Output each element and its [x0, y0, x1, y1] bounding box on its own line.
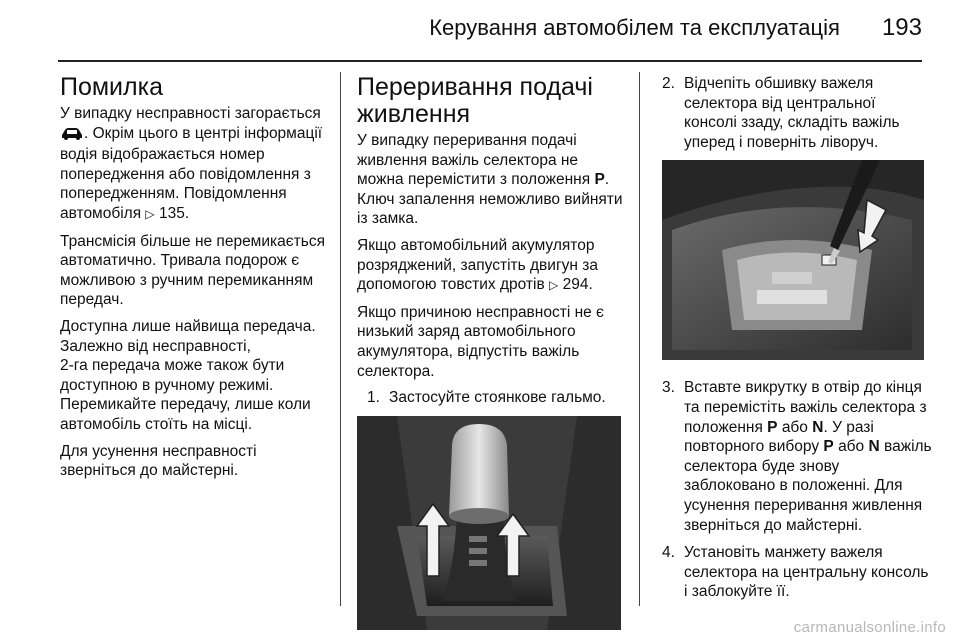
- paragraph: Доступна лише найвища передача. Залежно від несправності, 2-га передача може також бути доступною в ручному режимі. Перемикайте передачу, лише коли автомобіль стоїть на місці.: [60, 317, 316, 433]
- steps-list: [367, 388, 625, 408]
- step-text: Застосуйте стоянкове гальмо.: [389, 389, 606, 407]
- text: Вставте викрутку в отвір до кінця та перемістіть важіль селектора з положення: [684, 379, 927, 436]
- paragraph: Трансмісія більше не перемикається автоматично. Тривала подорож є можливою з ручним перемиканням передач.: [60, 232, 325, 309]
- gear-position-label: N: [812, 418, 824, 436]
- text: Якщо автомобільний акумулятор розряджений, запустіть двигун за допомогою товстих дротів: [357, 236, 598, 294]
- triangle-right-icon: ▷: [549, 278, 559, 293]
- text: або: [781, 418, 808, 436]
- step-item: [662, 378, 932, 535]
- gear-position-label: N: [868, 438, 880, 456]
- steps-list: [662, 378, 932, 602]
- step-number: 4.: [662, 544, 675, 562]
- gear-position-label: P: [594, 171, 605, 189]
- text: У випадку несправності загорається: [60, 105, 321, 122]
- car-transmission-icon: [60, 126, 84, 146]
- page-header: [58, 14, 922, 62]
- text: . У разі повторного вибору: [684, 418, 874, 456]
- column-divider: [340, 72, 341, 606]
- text: . Ключ запалення неможливо вийняти із замка.: [357, 171, 623, 228]
- step-number: 3.: [662, 379, 675, 397]
- gear-position-label: P: [767, 418, 778, 436]
- page-reference: 135.: [158, 204, 190, 222]
- triangle-right-icon: ▷: [145, 206, 155, 221]
- column-steps: [662, 74, 932, 610]
- figure-selector-lever: [357, 416, 621, 630]
- page-reference: 294.: [562, 276, 593, 294]
- watermark: carmanualsonline.info: [793, 619, 946, 636]
- paragraph: [357, 236, 625, 296]
- step-text: Установіть манжету важеля селектора на центральну консоль і заблокуйте її.: [684, 544, 929, 601]
- page-header-title: Керування автомобілем та експлуатація: [429, 15, 840, 40]
- paragraph: [60, 104, 326, 225]
- section-heading-power-interruption: Переривання подачі живлення: [357, 73, 593, 128]
- step-item: [367, 388, 625, 408]
- section-heading-fault: Помилка: [60, 73, 164, 101]
- figure-screwdriver-console: [662, 160, 924, 360]
- step-number: 2.: [662, 75, 675, 92]
- gear-position-label: P: [823, 438, 834, 456]
- paragraph: Для усунення несправності зверніться до майстерні.: [60, 442, 257, 480]
- paragraph: [357, 131, 625, 229]
- text: важіль селектора буде знову заблоковано в положенні. Для усунення переривання живлення зверніться до майстерні.: [684, 438, 932, 534]
- paragraph: Якщо причиною несправності не є низький заряд автомобільного акумулятора, відпустіть важіль селектора.: [357, 303, 604, 380]
- text: . Окрім цього в центрі інформації водія відображається номер попередження або повідомлення з попередженням. Повідомлення автомобіля: [60, 124, 323, 222]
- step-item: [662, 543, 932, 602]
- page-number: 193: [881, 14, 922, 41]
- steps-list: [662, 74, 932, 152]
- step-number: 1.: [367, 389, 380, 407]
- column-power-interruption: [357, 74, 625, 630]
- text: У випадку переривання подачі живлення важіль селектора не можна перемістити з положення: [357, 132, 591, 189]
- step-text: Відчепіть обшивку важеля селектора від центральної консолі ззаду, складіть важіль уперед і поверніть ліворуч.: [684, 75, 900, 151]
- column-fault: [60, 74, 326, 488]
- column-divider: [639, 72, 640, 606]
- step-text: [684, 378, 932, 535]
- step-item: [662, 74, 932, 152]
- text: або: [838, 438, 865, 456]
